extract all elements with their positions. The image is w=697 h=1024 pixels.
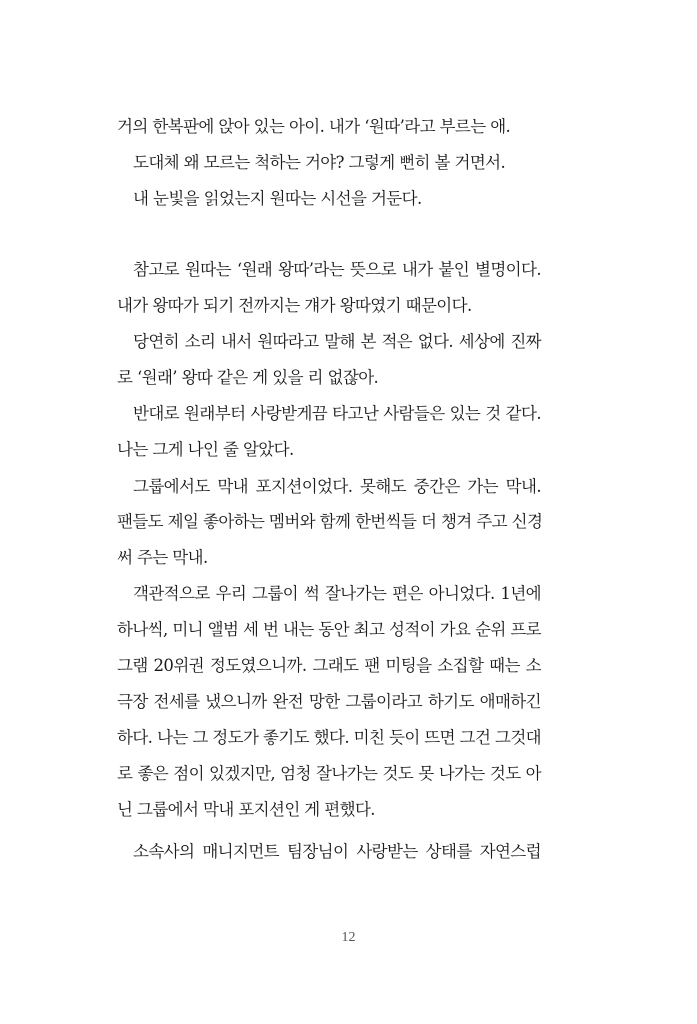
- text-line: 로 ‘원래’ 왕따 같은 게 있을 리 없잖아.: [117, 368, 379, 387]
- text-line: 닌 그룹에서 막내 포지션인 게 편했다.: [117, 800, 375, 819]
- text-line: 하나씩, 미니 앨범 세 번 내는 동안 최고 성적이 가요 순위 프로: [117, 620, 541, 639]
- text-line: 로 좋은 점이 있겠지만, 엄청 잘나가는 것도 못 나가는 것도 아: [117, 764, 541, 783]
- text-line: 써 주는 막내.: [117, 548, 208, 567]
- text-line: 참고로 원따는 ‘원래 왕따’라는 뜻으로 내가 붙인 별명이다.: [133, 260, 541, 279]
- text-line: 나는 그게 나인 줄 알았다.: [117, 440, 294, 459]
- text-line: 반대로 원래부터 사랑받게끔 타고난 사람들은 있는 것 같다.: [133, 404, 541, 423]
- text-line: 그램 20위권 정도였으니까. 그래도 팬 미팅을 소집할 때는 소: [117, 656, 541, 675]
- page-number: 12: [341, 930, 356, 945]
- text-line: 당연히 소리 내서 원따라고 말해 본 적은 없다. 세상에 진짜: [133, 332, 541, 351]
- text-line: 거의 한복판에 앉아 있는 아이. 내가 ‘원따’라고 부르는 애.: [117, 117, 511, 136]
- text-line: 도대체 왜 모르는 척하는 거야? 그렇게 뻔히 볼 거면서.: [133, 153, 506, 172]
- text-line: 내가 왕따가 되기 전까지는 걔가 왕따였기 때문이다.: [117, 296, 472, 315]
- text-line: 내 눈빛을 읽었는지 원따는 시선을 거둔다.: [133, 189, 422, 208]
- text-line: 그룹에서도 막내 포지션이었다. 못해도 중간은 가는 막내.: [133, 477, 541, 496]
- text-line: 소속사의 매니지먼트 팀장님이 사랑받는 상태를 자연스럽: [133, 842, 541, 861]
- text-line: 팬들도 제일 좋아하는 멤버와 함께 한번씩들 더 챙겨 주고 신경: [117, 512, 543, 531]
- text-line: 극장 전세를 냈으니까 완전 망한 그룹이라고 하기도 애매하긴: [117, 692, 541, 711]
- text-line: 객관적으로 우리 그룹이 썩 잘나가는 편은 아니었다. 1년에: [133, 584, 541, 603]
- text-line: 하다. 나는 그 정도가 좋기도 했다. 미친 듯이 뜨면 그건 그것대: [117, 728, 541, 747]
